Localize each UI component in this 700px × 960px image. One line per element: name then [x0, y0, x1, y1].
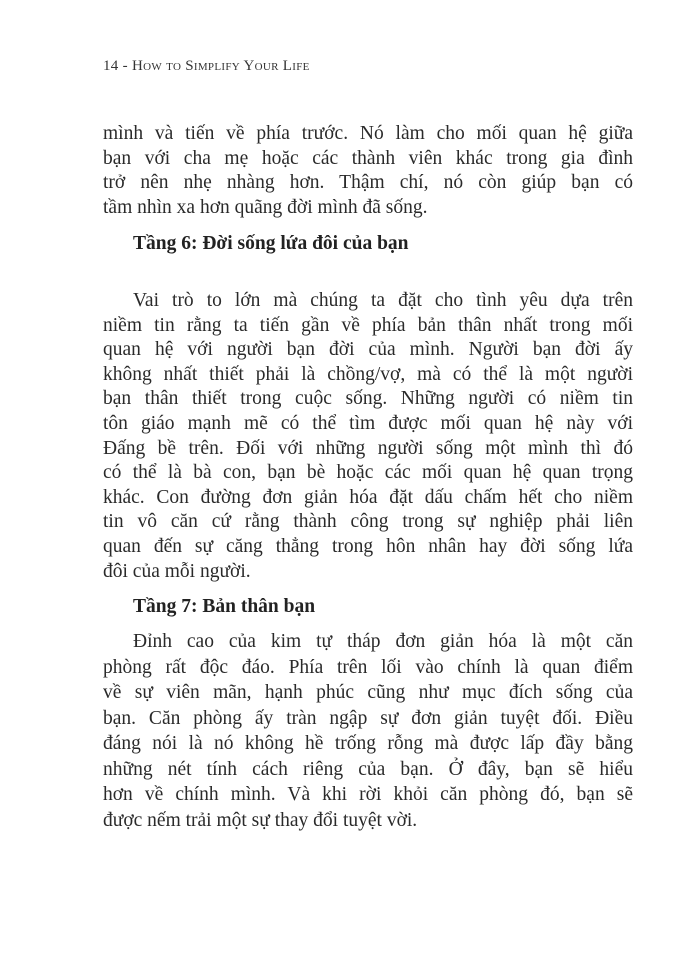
text-line: mình và tiến về phía trước. Nó làm cho mối quan hệ giữa — [103, 123, 633, 144]
text-line: khác. Con đường đơn giản hóa đặt dấu chấm hết cho niềm — [103, 486, 633, 508]
text-line: Vai trò to lớn mà chúng ta đặt cho tình yêu dựa trên — [133, 290, 633, 311]
text-line: được nếm trải một sự thay đổi tuyệt vời. — [103, 809, 418, 831]
running-header — [103, 58, 310, 75]
text-line: đôi của mỗi người. — [103, 560, 251, 582]
text-line: phòng rất độc đáo. Phía trên lối vào chính là quan điểm — [103, 656, 633, 678]
text-line: không nhất thiết phải là chồng/vợ, mà có thể là một người — [103, 363, 633, 385]
page-number: 14 — [103, 58, 119, 74]
text-line: có thể là bà con, bạn bè hoặc các mối quan hệ quan trọng — [103, 462, 633, 484]
section-heading-tang-7: Tầng 7: Bản thân bạn — [133, 596, 316, 617]
text-line: trở nên nhẹ nhàng hơn. Thậm chí, nó còn giúp bạn có — [103, 172, 633, 194]
paragraph-tang-6 — [103, 289, 633, 584]
text-line: bạn. Căn phòng ấy tràn ngập sự đơn giản tuyệt đối. Điều — [103, 707, 633, 729]
text-line: niềm tin rằng ta tiến gần về phía bản thân nhất trong mối — [103, 314, 633, 336]
text-line: về sự viên mãn, hạnh phúc cũng như mục đích sống của — [103, 682, 633, 703]
header-separator: - — [118, 58, 133, 74]
text-line: đáng nói là nó không hề trống rỗng mà được lấp đầy bằng — [103, 733, 633, 754]
text-line: tôn giáo mạnh mẽ có thể tìm được mối quan hệ này với — [103, 412, 633, 434]
text-line: bạn với cha mẹ hoặc các thành viên khác trong gia đình — [103, 147, 633, 169]
text-line: Đỉnh cao của kim tự tháp đơn giản hóa là một căn — [133, 631, 633, 652]
book-title: How to Simplify Your Life — [132, 58, 310, 74]
paragraph-continued — [103, 122, 633, 220]
section-heading-tang-6: Tầng 6: Đời sống lứa đôi của bạn — [133, 233, 409, 254]
text-line: tầm nhìn xa hơn quãng đời mình đã sống. — [103, 196, 428, 218]
text-line: hơn về chính mình. Và khi rời khỏi căn phòng đó, bạn sẽ — [103, 784, 633, 805]
paragraph-tang-7 — [103, 629, 633, 833]
text-line: những nét tính cách riêng của bạn. Ở đây, bạn sẽ hiểu — [103, 758, 633, 780]
text-line: bạn thân thiết trong cuộc sống. Những người có niềm tin — [103, 388, 633, 410]
text-line: tin vô căn cứ rằng thành công trong sự nghiệp phải liên — [103, 511, 633, 533]
text-line: Đấng bề trên. Đối với những người sống một mình thì đó — [103, 437, 633, 459]
text-line: quan hệ với người bạn đời của mình. Người bạn đời ấy — [103, 339, 633, 361]
text-line: quan đến sự căng thẳng trong hôn nhân hay đời sống lứa — [103, 535, 633, 557]
